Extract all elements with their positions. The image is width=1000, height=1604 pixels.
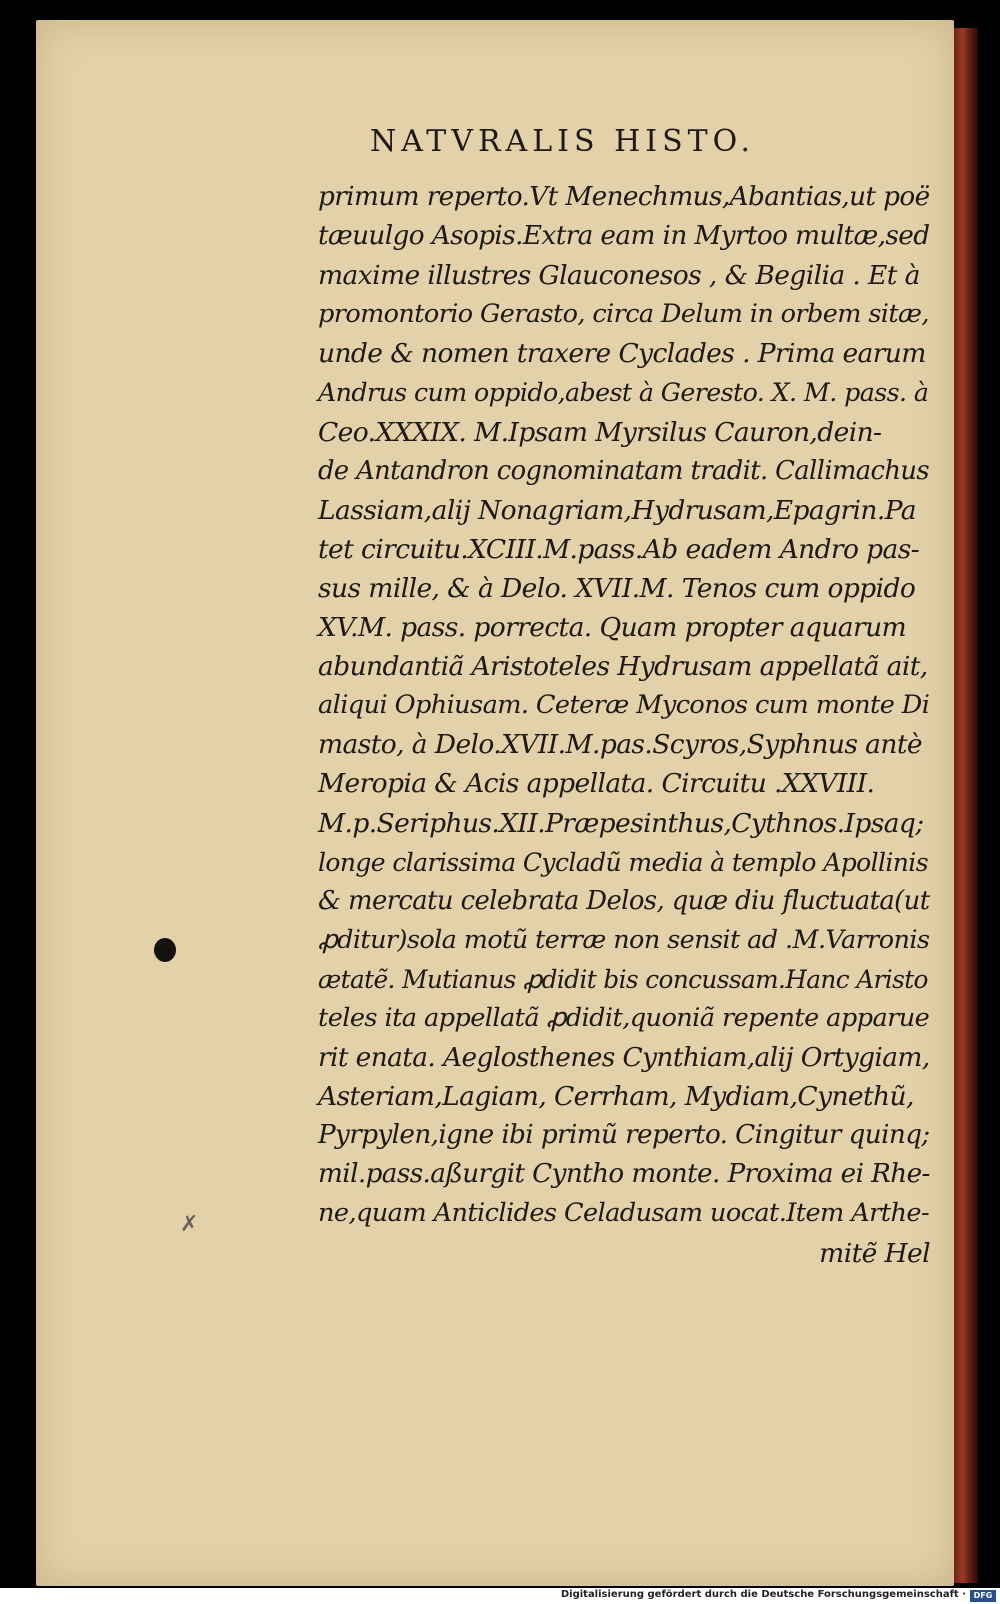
text-block <box>318 178 930 1273</box>
text-line: Meropia & Acis appellata. Circuitu .XXVIII. <box>318 768 875 800</box>
text-line: XV.M. pass. porrecta. Quam propter aquarum <box>318 612 907 644</box>
text-line: primum reperto.Vt Menechmus,Abantias,ut poë <box>318 182 930 212</box>
text-line: mil.pass.aßurgit Cyntho monte. Proxima ei Rhe- <box>318 1159 930 1190</box>
ink-dot <box>154 938 176 962</box>
text-line: Ceo.XXXIX. M.Ipsam Myrsilus Cauron,dein- <box>318 416 882 448</box>
text-line: de Antandron cognominatam tradit. Callimachus <box>318 455 929 486</box>
footer-credit: Digitalisierung gefördert durch die Deutsche Forschungsgemeinschaft · <box>560 1589 966 1600</box>
text-line: unde & nomen traxere Cyclades . Prima earum <box>318 338 926 370</box>
text-line: sus mille, & à Delo. XVII.M. Tenos cum oppido <box>318 572 916 604</box>
dfg-logo: DFG <box>970 1590 996 1602</box>
text-line: ꝓditur)sola motũ terræ non sensit ad .M.Varronis <box>318 924 930 955</box>
text-line: longe clarissima Cycladũ media à templo Apollinis <box>318 847 928 877</box>
text-line: tet circuitu.XCIII.M.pass.Ab eadem Andro pas- <box>318 533 920 565</box>
text-line: tæuulgo Asopis.Extra eam in Myrtoo multæ,sed <box>318 221 930 252</box>
text-line: promontorio Gerasto, circa Delum in orbem sitæ, <box>318 299 929 330</box>
text-line: Lassiam,alij Nonagriam,Hydrusam,Epagrin.Pa <box>318 494 916 526</box>
text-line: ætatẽ. Mutianus ꝓdidit bis concussam.Hanc Aristo <box>318 964 928 994</box>
text-line: ne,quam Anticlides Celadusam uocat.Item Arthe- <box>318 1198 929 1229</box>
text-line: Pyrpylen,igne ibi primũ reperto. Cingitur quinq; <box>318 1120 930 1151</box>
text-line: M.p.Seriphus.XII.Præpesinthus,Cythnos.Ipsaq; <box>318 807 924 839</box>
red-page-edge <box>954 28 978 1583</box>
text-line: Andrus cum oppido,abest à Geresto. X. M. pass. à <box>318 378 929 408</box>
text-line: teles ita appellatã ꝓdidit,quoniã repente apparue <box>318 1002 930 1033</box>
text-line: Asteriam,Lagiam, Cerrham, Mydiam,Cynethũ, <box>318 1081 914 1113</box>
text-line: rit enata. Aeglosthenes Cynthiam,alij Ortygiam, <box>318 1042 930 1074</box>
text-line: abundantiã Aristoteles Hydrusam appellatã ait, <box>318 651 928 683</box>
text-line: aliqui Ophiusam. Ceteræ Myconos cum monte Di <box>318 690 930 721</box>
text-line: masto, à Delo.XVII.M.pas.Scyros,Syphnus antè <box>318 729 922 761</box>
margin-mark-icon: ✗ <box>180 1212 199 1237</box>
running-head: NATVRALIS HISTO. <box>370 124 756 159</box>
text-line: maxime illustres Glauconesos , & Begilia . Et à <box>318 260 920 292</box>
catchword-line: mitẽ Hel <box>819 1237 930 1269</box>
text-line: & mercatu celebrata Delos, quæ diu fluctuata(ut <box>318 885 930 916</box>
